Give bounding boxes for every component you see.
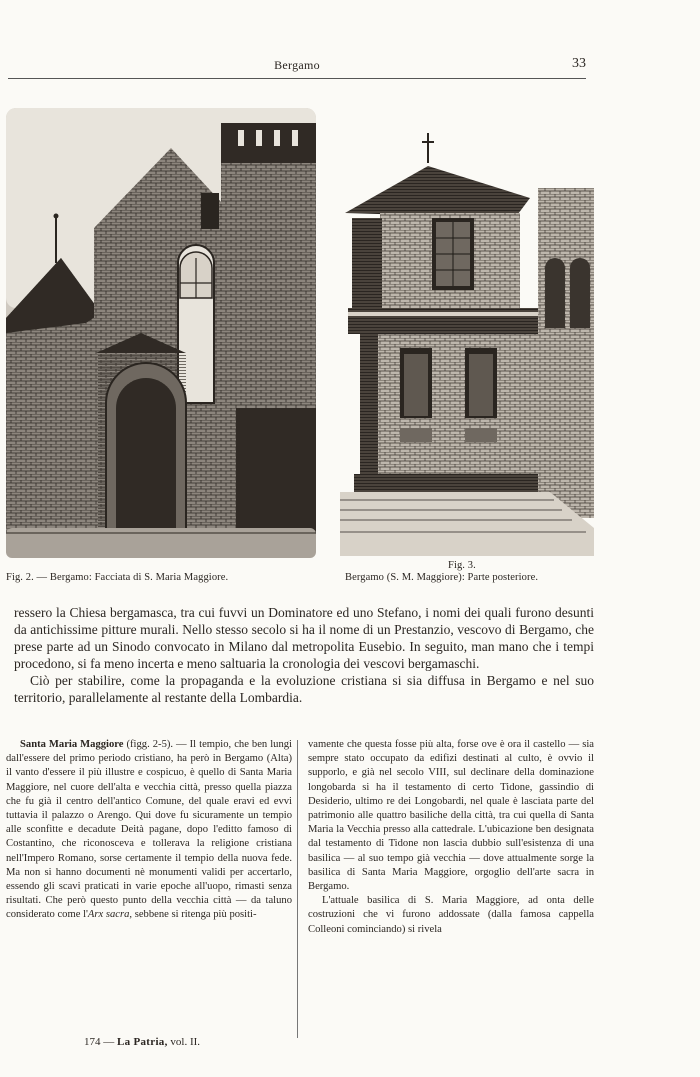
left-column bbox=[6, 738, 292, 923]
footer-signature bbox=[84, 1036, 200, 1048]
intro-paragraph-2: Ciò per stabilire, come la propaganda e la evoluzione cristiana si sia diffusa in Bergamo e nel suo territorio, parallelamente al restante della Lombardia. bbox=[14, 673, 594, 705]
facade-engraving-illustration bbox=[6, 108, 316, 558]
publication-title: La Patria, bbox=[117, 1036, 168, 1048]
page-number: 33 bbox=[572, 56, 586, 71]
left-column-italic: Arx sacra, bbox=[87, 909, 133, 921]
footer-dash: — bbox=[100, 1036, 117, 1048]
right-column-paragraph-2: L'attuale basilica di S. Maria Maggiore, ad onta delle costruzioni che vi furono addossate (dalla famosa cappella Colleoni cominciando) si rivela bbox=[308, 895, 594, 935]
left-column-paragraph bbox=[6, 738, 292, 923]
figure-3-number: Fig. 3. bbox=[448, 560, 476, 571]
intro-paragraph-1: ressero la Chiesa bergamasca, tra cui fuvvi un Dominatore ed uno Stefano, i nomi dei quali furono desunti da antichissime pitture murali. Nello stesso secolo si ha il nome di un Prestanzio, vescovo di Bergamo, che prese parte ad un Sinodo convocato in Milano dal metropolita Eusebio. In seguito, man mano che i tempi procedono, si fa meno incerta e meno saltuaria la cronologia dei vescovi bergamaschi. bbox=[14, 605, 594, 671]
intro-text bbox=[14, 604, 594, 706]
running-header bbox=[8, 56, 586, 79]
column-divider bbox=[297, 740, 298, 1038]
figure-2-facade-engraving bbox=[6, 108, 316, 558]
left-column-text: (figg. 2-5). — Il tempio, che ben lungi dall'essere del primo periodo cristiano, ha però in Bergamo (Alta) il vanto d'essere il più illustre e cospicuo, è quello di Santa Maria Maggiore, nel cuore dell'alta e vecchia città, presso quella piazza che fu già il centro dell'antico Comune, del quale eravi ed evvi tuttavia il palazzo o Arengo. Qui dove fu sicuramente un tempio alle sconfitte e decadute Deità pagane, dopo l'editto famoso di Costantino, che riconosceva e tollerava la religione cristiana nell'Impero Romano, sorse certamente il tempio della nuova fede. Ma non si hanno documenti nè monumenti validi per accertarlo, essendo gli scavi praticati in varie epoche all'uopo, rimasti senza risultati. Che però questo punto della vecchia città — da taluno considerato come l' bbox=[6, 739, 292, 921]
running-title: Bergamo bbox=[274, 58, 320, 72]
figure-2-caption: Fig. 2. — Bergamo: Facciata di S. Maria Maggiore. bbox=[6, 572, 229, 583]
signature-number: 174 bbox=[84, 1036, 101, 1048]
figure-3-caption: Bergamo (S. M. Maggiore): Parte posteriore. bbox=[345, 572, 539, 583]
right-column bbox=[308, 738, 594, 937]
section-heading: Santa Maria Maggiore bbox=[20, 739, 124, 750]
right-column-paragraph-1: vamente che questa fosse più alta, forse ove è ora il castello — sia sempre stato occupato da edifizi destinati al culto, è ovvio il supporlo, e già nel secolo VIII, sul declinare della dominazione longobarda si ha il testamento di certo Tidone, gassindio di Desiderio, ultimo re dei Longobardi, nel quale è lasciata parte del patrimonio alle quattro basiliche della città, tra cui quella di Santa Maria la Vecchia presso alla cattedrale. L'ubicazione ben designata dal testamento di Tidone non lascia dubbio sull'esistenza di una basilica — al suo tempo già vecchia — dove attualmente sorge la basilica di Santa Maria Maggiore, orgoglio dell'arte sacra in Bergamo. bbox=[308, 739, 594, 893]
left-column-end: sebbene si ritenga più positi- bbox=[132, 909, 257, 921]
apse-engraving-illustration bbox=[340, 128, 594, 556]
volume-label: vol. II. bbox=[167, 1036, 201, 1048]
figure-3-apse-engraving bbox=[340, 128, 594, 556]
